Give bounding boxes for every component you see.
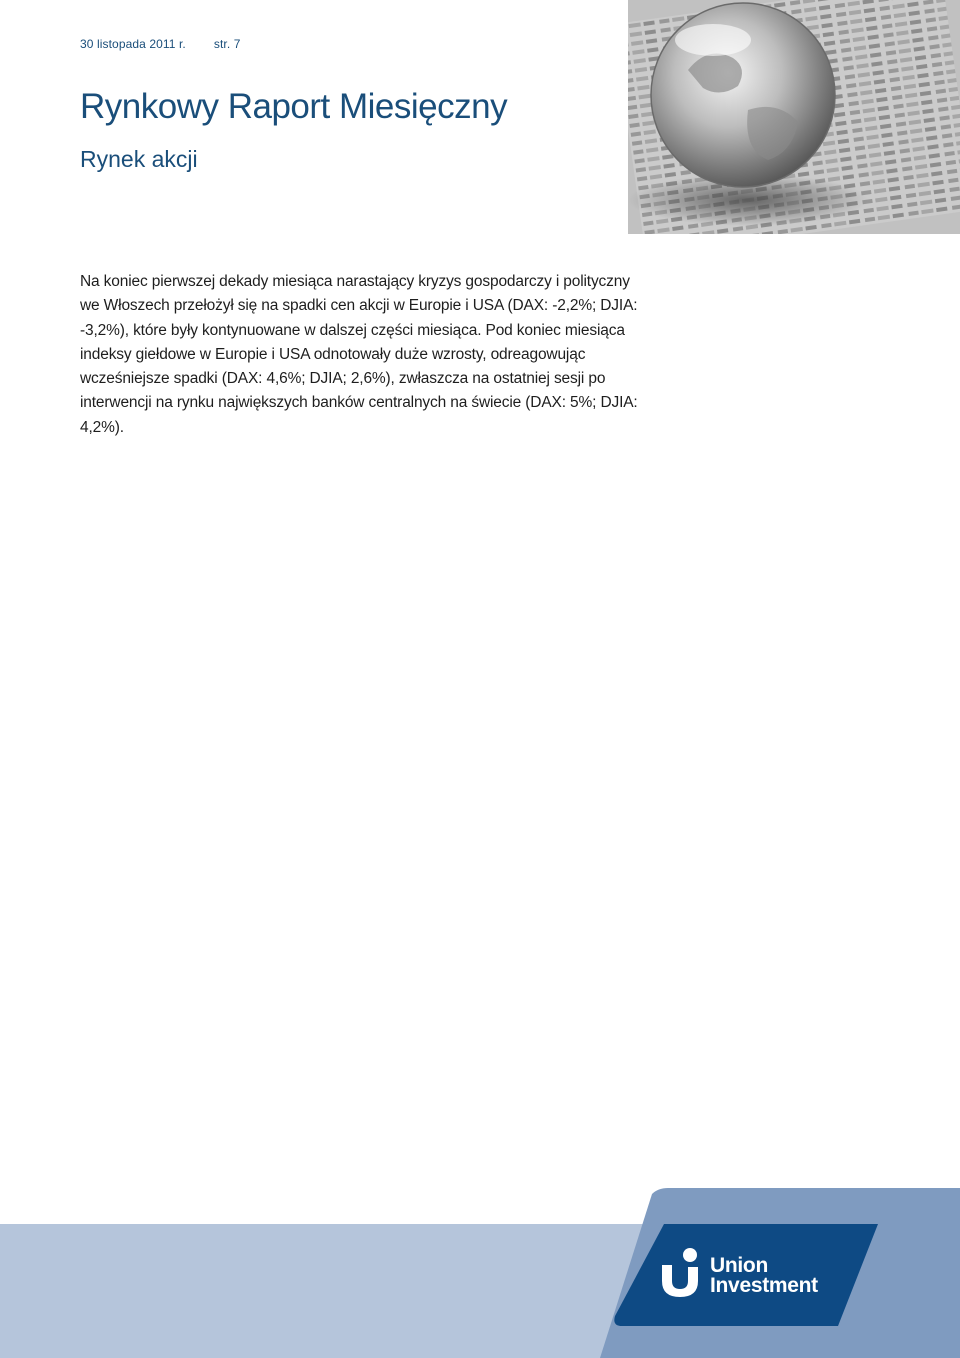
company-logo [710,1256,818,1296]
article-paragraph: Na koniec pierwszej dekady miesiąca narastający kryzys gospodarczy i polityczny we Włoszech przełożył się na spadki cen akcji w Europie i USA (DAX: -2,2%; DJIA: -3,2%), które były kontynuowane w dalszej części miesiąca. Pod koniec miesiąca indeksy giełdowe w Europie i USA odnotowały duże wzrosty, odreagowując wcześniejsze spadki (DAX: 4,6%; DJIA; 2,6%), zwłaszcza na ostatniej sesji po interwencji na rynku największych banków centralnych na świecie (DAX: 5%; DJIA: 4,2%). [80,273,638,436]
logo-line-2: Investment [710,1274,818,1297]
header-meta [80,37,240,51]
logo-line-1: Union [710,1254,768,1277]
glass-globe-on-stock-listings-image [628,0,960,234]
hero-image [628,0,960,234]
report-date: 30 listopada 2011 r. [80,37,186,51]
page-number: str. 7 [213,37,241,51]
union-investment-logo-icon [656,1247,706,1299]
page-title: Rynkowy Raport Miesięczny [80,87,508,126]
section-subtitle: Rynek akcji [80,146,198,172]
